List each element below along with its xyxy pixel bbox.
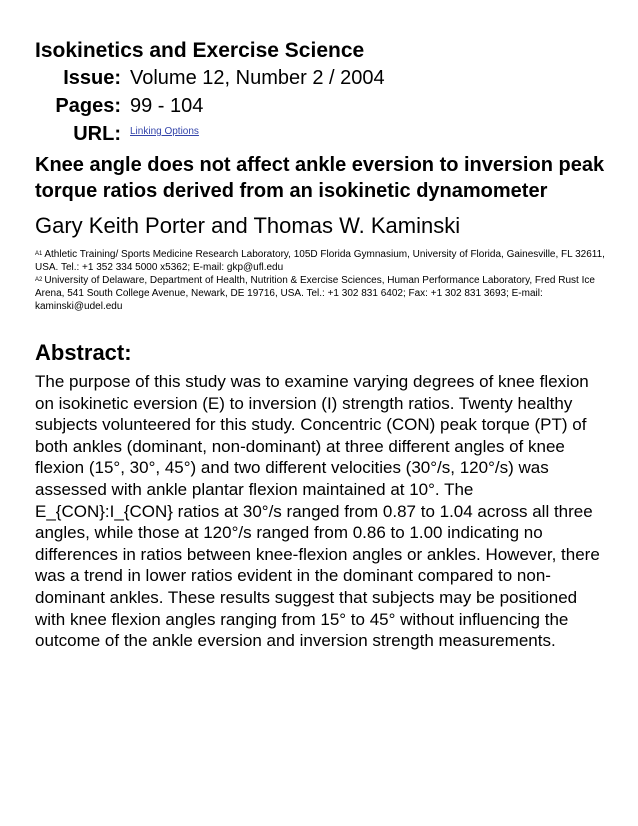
issue-label: Issue: xyxy=(63,67,121,89)
issue-row xyxy=(35,64,605,92)
abstract-heading: Abstract: xyxy=(35,340,132,365)
linking-options-link[interactable]: Linking Options xyxy=(130,126,199,137)
abstract-body: The purpose of this study was to examine varying degrees of knee flexion on isokinetic eversion (E) to inversion (I) strength ratios. Twenty healthy subjects volunteered for this study. Concentric (CON) peak torque (PT) of both ankles (dominant, non-dominant) at three different angles of knee flexion (15°, 30°, 45°) and two different velocities (30°/s, 120°/s) was assessed with ankle plantar flexion maintained at 10°. The E_{CON}:I_{CON} ratios at 30°/s ranged from 0.87 to 1.04 across all three angles, while those at 120°/s ranged from 0.86 to 1.00 indicating no differences in ratios between knee-flexion angles or ankles. However, there was a trend in lower ratios evident in the dominant compared to non-dominant ankles. These results suggest that subjects may be positioned with knee flexion angles ranging from 15° to 45° without influencing the outcome of the ankle eversion and inversion strength measurements. xyxy=(35,372,600,651)
url-label: URL: xyxy=(73,123,121,145)
document-page xyxy=(35,38,605,652)
affiliation-2 xyxy=(35,274,605,313)
article-title: Knee angle does not affect ankle eversion to inversion peak torque ratios derived from an isokinetic dynamometer xyxy=(35,154,605,202)
journal-title: Isokinetics and Exercise Science xyxy=(35,39,365,62)
affiliation-text: Athletic Training/ Sports Medicine Research Laboratory, 105D Florida Gymnasium, University of Florida, Gainesville, FL 32611, USA. Tel.: +1 352 334 5000 x5362; E-mail: gkp@ufl.edu xyxy=(35,249,605,273)
pages-row xyxy=(35,92,605,120)
pages-label: Pages: xyxy=(55,95,121,117)
authors: Gary Keith Porter and Thomas W. Kaminski xyxy=(35,213,461,238)
affiliation-marker: A1 xyxy=(35,251,43,257)
pages-value: 99 - 104 xyxy=(130,95,204,117)
url-row xyxy=(35,120,605,152)
affiliation-1 xyxy=(35,248,605,274)
affiliation-text: University of Delaware, Department of Health, Nutrition & Exercise Sciences, Human Performance Laboratory, Fred Rust Ice Arena, 541 South College Avenue, Newark, DE 19716, USA. Tel.: +1 302 831 6402; Fax: +1 302 831 3693; E-mail: kaminski@udel.edu xyxy=(35,275,595,312)
issue-value: Volume 12, Number 2 / 2004 xyxy=(130,67,385,89)
affiliation-marker: A2 xyxy=(35,277,43,283)
